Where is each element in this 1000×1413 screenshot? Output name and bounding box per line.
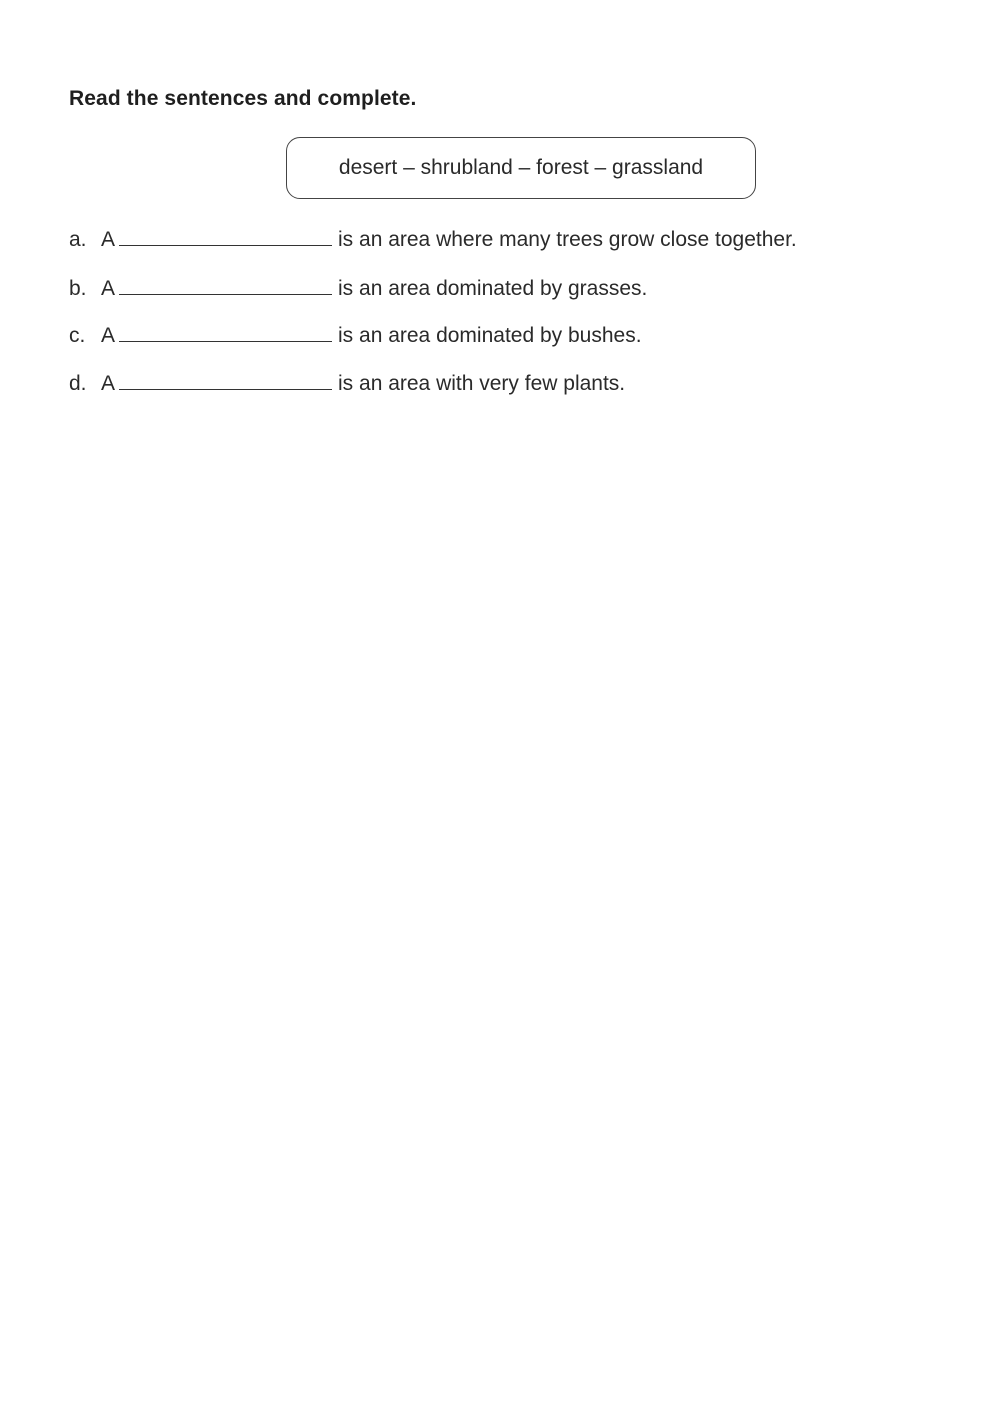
answer-blank-a[interactable] [119, 227, 332, 246]
item-letter: d. [69, 372, 87, 395]
word-bank [286, 137, 756, 199]
instruction-heading: Read the sentences and complete. [69, 87, 417, 110]
item-letter: a. [69, 228, 87, 251]
sentence-item-c [69, 323, 642, 353]
item-rest: is an area dominated by grasses. [338, 277, 648, 300]
item-rest: is an area dominated by bushes. [338, 324, 642, 347]
word-bank-text: desert – shrubland – forest – grassland [338, 156, 704, 179]
item-rest: is an area where many trees grow close together. [338, 228, 797, 251]
item-article: A [101, 324, 116, 347]
item-article: A [101, 277, 116, 300]
item-rest: is an area with very few plants. [338, 372, 626, 395]
sentence-item-b [69, 276, 647, 306]
answer-blank-b[interactable] [119, 276, 332, 295]
item-article: A [101, 228, 116, 251]
sentence-item-d [69, 371, 625, 401]
item-article: A [101, 372, 116, 395]
sentence-item-a [69, 227, 797, 257]
answer-blank-c[interactable] [119, 323, 332, 342]
item-letter: b. [69, 277, 87, 300]
item-letter: c. [69, 324, 86, 347]
answer-blank-d[interactable] [119, 371, 332, 390]
